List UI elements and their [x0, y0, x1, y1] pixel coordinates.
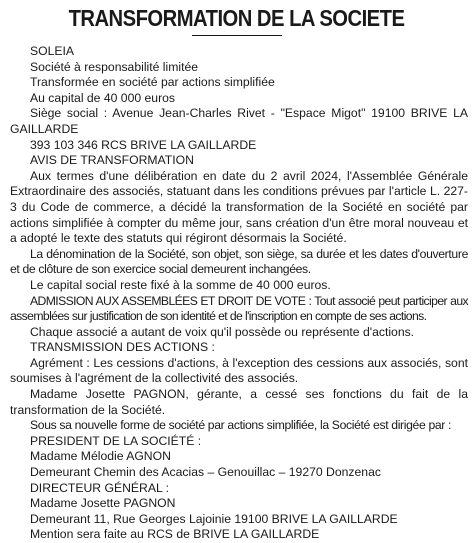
paragraph-voting: Chaque associé a autant de voix qu'il possède ou représente d'actions.	[30, 324, 415, 339]
heading-president: PRESIDENT DE LA SOCIÉTÉ :	[30, 433, 202, 448]
president-address: Demeurant Chemin des Acacias – Genouillac – 19270 Donzenac	[30, 465, 381, 480]
paragraph-approval: Agrément : Les cessions d'actions, à l'exception des cessions aux associés, sont soumises à l'agrément de la collectivité des associés.	[10, 355, 468, 386]
paragraph-admission: ADMISSION AUX ASSEMBLÉES ET DROIT DE VOTE : Tout associé peut participer aux assemblées sur justification de son identité et de l'inscription en compte de ses actions.	[10, 293, 468, 324]
heading-share-transfer: TRANSMISSION DES ACTIONS :	[30, 340, 215, 355]
general-director-address: Demeurant 11, Rue Georges Lajoinie 19100 BRIVE LA GAILLARDE	[30, 511, 398, 526]
general-director-name: Madame Josette PAGNON	[30, 496, 176, 511]
president-name: Madame Mélodie AGNON	[30, 449, 171, 464]
notice-body	[10, 44, 468, 543]
company-capital: Au capital de 40 000 euros	[30, 90, 176, 105]
rcs-mention: Mention sera faite au RCS de BRIVE LA GAILLARDE	[30, 527, 320, 542]
paragraph-denomination: La dénomination de la Société, son objet, son siège, sa durée et les dates d'ouverture et de clôture de son exercice social demeurent inchangées.	[10, 246, 468, 277]
notice-title: TRANSFORMATION DE LA SOCIETE	[68, 5, 405, 31]
notice-heading: AVIS DE TRANSFORMATION	[30, 153, 194, 168]
company-name: SOLEIA	[30, 44, 75, 58]
heading-general-director: DIRECTEUR GÉNÉRAL :	[30, 480, 170, 495]
paragraph-capital: Le capital social reste fixé à la somme de 40 000 euros.	[30, 277, 331, 292]
paragraph-management: Sous sa nouvelle forme de société par actions simplifiée, la Société est dirigée par :	[30, 418, 452, 433]
registered-office: Siège social : Avenue Jean-Charles Rivet - "Espace Migot" 19100 BRIVE LA GAILLARDE	[10, 106, 468, 136]
paragraph-former-manager: Madame Josette PAGNON, gérante, a cessé ses fonctions du fait de la transformation de la Société.	[10, 387, 468, 417]
rcs-number: 393 103 346 RCS BRIVE LA GAILLARDE	[30, 137, 257, 152]
title-underline	[192, 35, 282, 36]
company-legal-form: Société à responsabilité limitée	[30, 59, 199, 74]
company-new-form: Transformée en société par actions simplifiée	[30, 75, 275, 90]
paragraph-deliberation: Aux termes d'une délibération en date du 2 avril 2024, l'Assemblée Générale Extraordinaire des associés, statuant dans les conditions prévues par l'article L. 227-3 du Code de commerce, a décidé la transformation de la Société en société par actions simplifiée à compter du même jour, sans création d'un être moral nouveau et a adopté le texte des statuts qui régiront désormais la Société.	[10, 168, 468, 246]
